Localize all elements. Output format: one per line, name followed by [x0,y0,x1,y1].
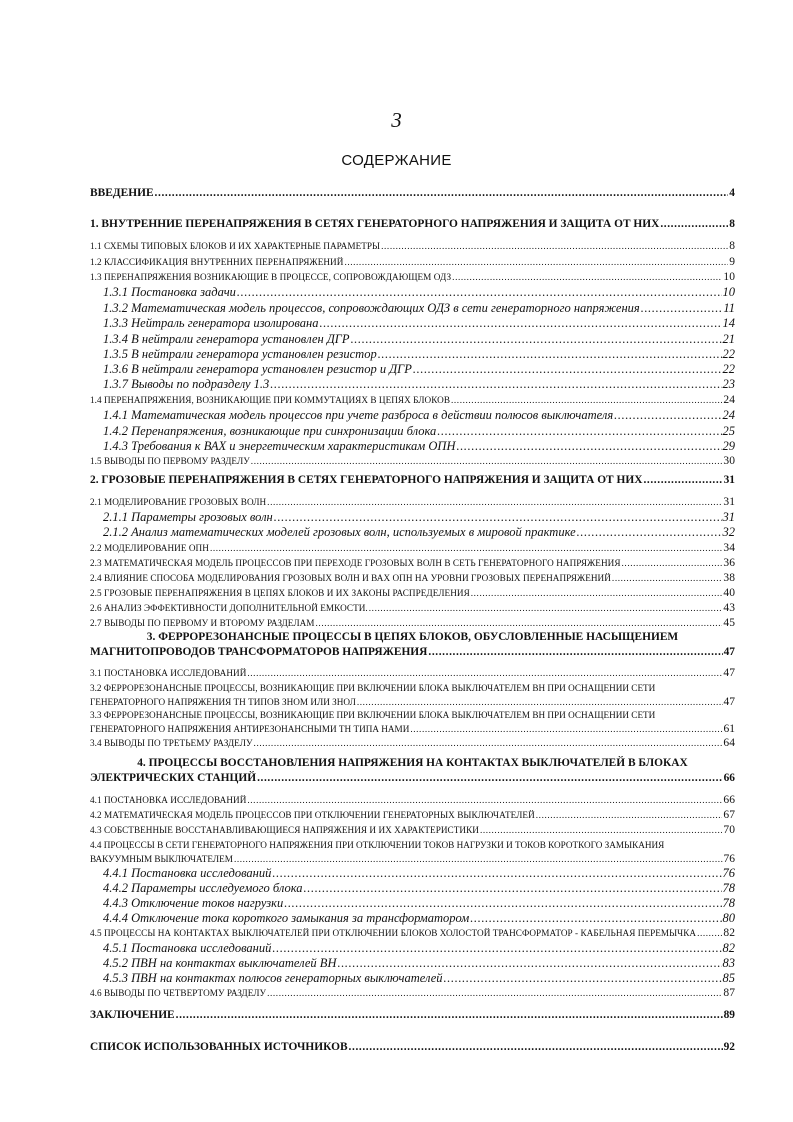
dot-leader [428,645,722,660]
toc-entry[interactable] [103,956,735,971]
toc-entry[interactable] [103,285,735,300]
toc-entry[interactable] [103,911,735,926]
dot-leader [378,347,722,362]
toc-chapter-title-line-2: МАГНИТОПРОВОДОВ ТРАНСФОРМАТОРОВ НАПРЯЖЕНИЯ [90,646,428,658]
dot-leader [176,1008,723,1023]
dot-leader [413,362,722,377]
toc-entry-page: 24 [722,408,735,422]
toc-entry-title: 1. ВНУТРЕННИЕ ПЕРЕНАПРЯЖЕНИЯ В СЕТЯХ ГЕНЕРАТОРНОГО НАПРЯЖЕНИЯ И ЗАЩИТА ОТ НИХ [90,218,660,230]
dot-leader [614,408,721,423]
toc-entry-page: 25 [722,424,735,438]
toc-entry[interactable] [90,255,735,270]
toc-entry-page: 36 [723,557,735,569]
toc-entry-page: 87 [723,987,735,999]
toc-entry-page: 47 [723,696,735,708]
toc-entry[interactable] [90,270,735,285]
toc-entry-title: 1.3 ПЕРЕНАПРЯЖЕНИЯ ВОЗНИКАЮЩИЕ В ПРОЦЕССЕ, СОПРОВОЖДАЮЩЕМ ОДЗ [90,272,452,282]
toc-entry-title: 4.1 ПОСТАНОВКА ИССЛЕДОВАНИЙ [90,795,247,805]
toc-entry-title: 1.5 ВЫВОДЫ ПО ПЕРВОМУ РАЗДЕЛУ [90,456,250,466]
toc-entry-title: 4.6 ВЫВОДЫ ПО ЧЕТВЕРТОМУ РАЗДЕЛУ [90,988,267,998]
toc-entry-page: 92 [723,1041,735,1053]
dot-leader [577,525,722,540]
toc-entry-title: 2.7 ВЫВОДЫ ПО ПЕРВОМУ И ВТОРОМУ РАЗДЕЛАМ [90,618,315,628]
dot-leader [612,571,722,586]
toc-entry-page: 47 [723,667,735,679]
toc-entry[interactable] [90,736,735,751]
toc-entry-title: 2.2 МОДЕЛИРОВАНИЕ ОПН [90,543,209,553]
toc-entry[interactable] [103,971,735,986]
toc-entry-page: 61 [723,723,735,735]
toc-entry[interactable] [103,510,735,525]
dot-leader [451,393,722,408]
toc-entry[interactable] [90,556,735,571]
dot-leader [319,316,721,331]
page-number: 3 [391,108,402,132]
toc-entry-title: 4.5 ПРОЦЕССЫ НА КОНТАКТАХ ВЫКЛЮЧАТЕЛЕЙ ПРИ ОТКЛЮЧЕНИИ БЛОКОВ ХОЛОСТОЙ ТРАНСФОРМАТОР - КАБЕЛЬНАЯ ПЕРЕМЫЧКА [90,928,697,938]
toc-entry-title: 1.3.2 Математическая модель процессов, сопровождающих ОДЗ в сети генераторного напряжения [103,301,640,315]
dot-leader [622,556,723,571]
toc-entry[interactable] [90,393,735,408]
toc-entry[interactable] [90,616,735,631]
toc-entry-title-line-1: 3.2 ФЕРРОРЕЗОНАНСНЫЕ ПРОЦЕССЫ, ВОЗНИКАЮЩИЕ ПРИ ВКЛЮЧЕНИИ БЛОКА ВЫКЛЮЧАТЕЛЕМ ВН ПРИ ОСНАЩЕНИИ СЕТИ [90,683,656,693]
toc-entry-page: 34 [723,542,735,554]
toc-entry-page: 31 [723,474,735,486]
toc-entry[interactable] [90,823,735,838]
toc-entry-title-line-2: ГЕНЕРАТОРНОГО НАПРЯЖЕНИЯ ТН ТИПОВ ЗНОМ ИЛИ ЗНОЛ [90,697,356,707]
dot-leader [316,616,723,631]
toc-entry-page: 47 [723,646,735,658]
toc-chapter-title-line-1: 3. ФЕРРОРЕЗОНАНСНЫЕ ПРОЦЕССЫ В ЦЕПЯХ БЛОКОВ, ОБУСЛОВЛЕННЫЕ НАСЫЩЕНИЕМ [146,631,679,643]
toc-entry-page: 8 [729,240,735,252]
toc-entry-page: 76 [722,866,735,880]
toc-entry[interactable] [103,377,735,392]
toc-entry-title: 2.3 МАТЕМАТИЧЕСКАЯ МОДЕЛЬ ПРОЦЕССОВ ПРИ ПЕРЕХОДЕ ГРОЗОВЫХ ВОЛН В СЕТЬ ГЕНЕРАТОРНОГО НАПРЯЖЕНИЯ [90,558,621,568]
toc-entry-page: 76 [723,853,735,865]
dot-leader [351,332,722,347]
dot-leader [337,956,721,971]
toc-entry-page: 66 [723,772,735,784]
toc-entry[interactable] [90,571,735,586]
toc-chapter-1[interactable] [90,217,735,232]
toc-entry-page: 24 [723,394,735,406]
toc-entry[interactable] [90,681,735,709]
toc-entry-page: 23 [722,377,735,391]
toc-entry-page: 89 [723,1009,735,1021]
toc-entry-page: 85 [722,971,735,985]
toc-entry-title: 3.4 ВЫВОДЫ ПО ТРЕТЬЕМУ РАЗДЕЛУ [90,738,253,748]
dot-leader [480,823,722,838]
dot-leader [267,495,722,510]
dot-leader [697,926,722,941]
toc-entry-title: 1.3.6 В нейтрали генератора установлен резистор и ДГР [103,362,412,376]
toc-entry[interactable] [90,708,735,736]
toc-entry-page: 83 [722,956,735,970]
toc-entry[interactable] [90,986,735,1001]
toc-entry-title: 2.1 МОДЕЛИРОВАНИЕ ГРОЗОВЫХ ВОЛН [90,497,267,507]
toc-entry[interactable] [103,424,735,439]
dot-leader [267,986,722,1001]
toc-entry[interactable] [103,525,735,540]
toc-entry-title-line-2: ГЕНЕРАТОРНОГО НАПРЯЖЕНИЯ АНТИРЕЗОНАНСНЫМИ ТН ТИПА НАМИ [90,724,410,734]
toc-entry-title: 1.4.3 Требования к ВАХ и энергетическим характеристикам ОПН [103,439,456,453]
dot-leader [270,377,721,392]
toc-entry-title: 1.2 КЛАССИФИКАЦИЯ ВНУТРЕННИХ ПЕРЕНАПРЯЖЕНИЙ [90,257,344,267]
toc-entry-title: 1.4 ПЕРЕНАПРЯЖЕНИЯ, ВОЗНИКАЮЩИЕ ПРИ КОММУТАЦИЯХ В ЦЕПЯХ БЛОКОВ [90,395,451,405]
dot-leader [437,424,721,439]
dot-leader [251,454,723,469]
dot-leader [257,771,723,786]
toc-entry-title: 4.4.2 Параметры исследуемого блока [103,881,303,895]
toc-entry-title: 4.2 МАТЕМАТИЧЕСКАЯ МОДЕЛЬ ПРОЦЕССОВ ПРИ ОТКЛЮЧЕНИИ ГЕНЕРАТОРНЫХ ВЫКЛЮЧАТЕЛЕЙ [90,810,535,820]
toc-entry[interactable] [103,332,735,347]
toc-entry-page: 31 [722,510,735,524]
toc-chapter-2[interactable] [90,473,735,488]
toc-entry-title-line-1: 4.4 ПРОЦЕССЫ В СЕТИ ГЕНЕРАТОРНОГО НАПРЯЖЕНИЯ ПРИ ОТКЛЮЧЕНИИ ТОКОВ НАГРУЗКИ И ТОКОВ КОРОТКОГО ЗАМЫКАНИЯ [90,840,665,850]
toc-entry[interactable] [90,239,735,254]
toc-entry-title: 2. ГРОЗОВЫЕ ПЕРЕНАПРЯЖЕНИЯ В СЕТЯХ ГЕНЕРАТОРНОГО НАПРЯЖЕНИЯ И ЗАЩИТА ОТ НИХ [90,474,643,486]
toc-entry-page: 45 [723,617,735,629]
dot-leader [641,301,723,316]
toc-entry-title: 1.3.3 Нейтраль генератора изолирована [103,316,319,330]
toc-chapter-title-line-2: ЭЛЕКТРИЧЕСКИХ СТАНЦИЙ [90,772,257,784]
toc-entry-title-line-2: ВАКУУМНЫМ ВЫКЛЮЧАТЕЛЕМ [90,854,233,864]
toc-entry-title: 3.1 ПОСТАНОВКА ИССЛЕДОВАНИЙ [90,668,247,678]
toc-entry-title: 4.3 СОБСТВЕННЫЕ ВОССТАНАВЛИВАЮЩИЕСЯ НАПРЯЖЕНИЯ И ИХ ХАРАКТЕРИСТИКИ [90,825,479,835]
dot-leader [247,793,722,808]
dot-leader [381,239,728,254]
toc-entry-page: 21 [722,332,735,346]
toc-entry-title: 1.4.2 Перенапряжения, возникающие при синхронизации блока [103,424,437,438]
dot-leader [247,666,722,681]
toc-entry-title: 1.3.5 В нейтрали генератора установлен резистор [103,347,377,361]
toc-entry-page: 9 [729,256,735,268]
dot-leader [304,881,722,896]
toc-entry[interactable] [103,316,735,331]
toc-entry-page: 43 [723,602,735,614]
toc-entry-title: 1.4.1 Математическая модель процессов при учете разброса в действии полюсов выключателя [103,408,614,422]
toc-entry-title: 1.3.4 В нейтрали генератора установлен ДГР [103,332,350,346]
toc-entry[interactable] [103,408,735,423]
dot-leader [470,911,721,926]
toc-entry[interactable] [90,926,735,941]
toc-entry-page: 22 [722,347,735,361]
toc-entry-title: 2.4 ВЛИЯНИЕ СПОСОБА МОДЕЛИРОВАНИЯ ГРОЗОВЫХ ВОЛН И ВАХ ОПН НА УРОВНИ ГРОЗОВЫХ ПЕРЕНАПРЯЖЕНИЙ [90,573,611,583]
toc-entry-page: 30 [723,455,735,467]
dot-leader [272,941,721,956]
toc-entry-title: 4.5.3 ПВН на контактах полюсов генераторных выключателей [103,971,443,985]
toc-entry-page: 22 [722,362,735,376]
toc-heading: СОДЕРЖАНИЕ [341,152,452,169]
dot-leader [456,439,721,454]
toc-entry-page: 67 [723,809,735,821]
toc-entry-title: ВВЕДЕНИЕ [90,187,154,199]
toc-entry-title: 4.4.4 Отключение тока короткого замыкания за трансформатором [103,911,470,925]
toc-entry-page: 38 [723,572,735,584]
toc-entry-title: 2.1.1 Параметры грозовых волн [103,510,273,524]
dot-leader [357,695,723,709]
toc-entry[interactable] [90,838,735,866]
toc-entry-conclusion[interactable] [90,1008,735,1023]
toc-entry-title: 4.5.2 ПВН на контактах выключателей ВН [103,956,337,970]
toc-entry[interactable] [103,362,735,377]
toc-entry-page: 31 [723,496,735,508]
toc-entry-page: 29 [722,439,735,453]
toc-entry[interactable] [103,301,735,316]
toc-chapter-3[interactable] [90,630,735,660]
toc-entry-title: 2.1.2 Анализ математических моделей грозовых волн, используемых в мировой практике [103,525,576,539]
dot-leader [237,285,722,300]
toc-entry[interactable] [90,808,735,823]
toc-entry-page: 10 [723,271,735,283]
toc-entry-page: 64 [723,737,735,749]
toc-entry-page: 8 [729,218,735,230]
toc-entry-title: 1.3.7 Выводы по подразделу 1.3 [103,377,270,391]
dot-leader [234,852,723,866]
toc-entry-page: 82 [723,927,735,939]
dot-leader [410,722,722,736]
dot-leader [369,601,723,616]
toc-chapter-4[interactable] [90,756,735,786]
toc-entry[interactable] [103,347,735,362]
toc-entry-title: 1.1 СХЕМЫ ТИПОВЫХ БЛОКОВ И ИХ ХАРАКТЕРНЫЕ ПАРАМЕТРЫ [90,241,381,251]
toc-entry-introduction[interactable] [90,186,735,201]
toc-entry-page: 11 [723,301,735,315]
toc-entry-page: 78 [722,881,735,895]
dot-leader [643,473,722,488]
toc-entry[interactable] [90,601,735,616]
dot-leader [349,1040,723,1055]
toc-entry-page: 70 [723,824,735,836]
toc-entry-page: 80 [722,911,735,925]
toc-entry-title: 2.6 АНАЛИЗ ЭФФЕКТИВНОСТИ ДОПОЛНИТЕЛЬНОЙ ЕМКОСТИ. [90,603,368,613]
dot-leader [254,736,723,751]
toc-entry-title: СПИСОК ИСПОЛЬЗОВАННЫХ ИСТОЧНИКОВ [90,1041,348,1053]
toc-entry-page: 10 [722,285,735,299]
toc-entry[interactable] [90,495,735,510]
dot-leader [272,866,721,881]
dot-leader [274,510,722,525]
toc-entry[interactable] [103,866,735,881]
toc-entry[interactable] [103,439,735,454]
toc-entry[interactable] [103,881,735,896]
toc-entry-title: 2.5 ГРОЗОВЫЕ ПЕРЕНАПРЯЖЕНИЯ В ЦЕПЯХ БЛОКОВ И ИХ ЗАКОНЫ РАСПРЕДЕЛЕНИЯ [90,588,470,598]
toc-entry-page: 78 [722,896,735,910]
toc-entry-title: 1.3.1 Постановка задачи [103,285,236,299]
toc-entry-title-line-1: 3.3 ФЕРРОРЕЗОНАНСНЫЕ ПРОЦЕССЫ, ВОЗНИКАЮЩИЕ ПРИ ВКЛЮЧЕНИИ БЛОКА ВЫКЛЮЧАТЕЛЕМ ВН ПРИ ОСНАЩЕНИИ СЕТИ [90,710,656,720]
toc-entry-page: 4 [729,187,735,199]
toc-entry[interactable] [90,454,735,469]
toc-entry[interactable] [103,941,735,956]
toc-chapter-title-line-1: 4. ПРОЦЕССЫ ВОССТАНОВЛЕНИЯ НАПРЯЖЕНИЯ НА КОНТАКТАХ ВЫКЛЮЧАТЕЛЕЙ В БЛОКАХ [137,757,688,769]
dot-leader [452,270,722,285]
toc-entry-title: 4.4.3 Отключение токов нагрузки [103,896,284,910]
toc-entry[interactable] [103,896,735,911]
toc-entry-title: 4.5.1 Постановка исследований [103,941,272,955]
toc-entry-title: 4.4.1 Постановка исследований [103,866,272,880]
dot-leader [155,186,729,201]
dot-leader [210,541,722,556]
toc-entry[interactable] [90,586,735,601]
toc-entry-page: 14 [722,316,735,330]
dot-leader [660,217,728,232]
dot-leader [284,896,721,911]
dot-leader [344,255,728,270]
dot-leader [444,971,722,986]
dot-leader [536,808,723,823]
toc-entry[interactable] [90,793,735,808]
toc-entry-title: ЗАКЛЮЧЕНИЕ [90,1009,175,1021]
toc-entry[interactable] [90,666,735,681]
toc-entry-references[interactable] [90,1040,735,1055]
toc-entry[interactable] [90,541,735,556]
toc-entry-page: 32 [722,525,735,539]
dot-leader [471,586,723,601]
toc-entry-page: 82 [722,941,735,955]
toc-entry-page: 66 [723,794,735,806]
toc-entry-page: 40 [723,587,735,599]
